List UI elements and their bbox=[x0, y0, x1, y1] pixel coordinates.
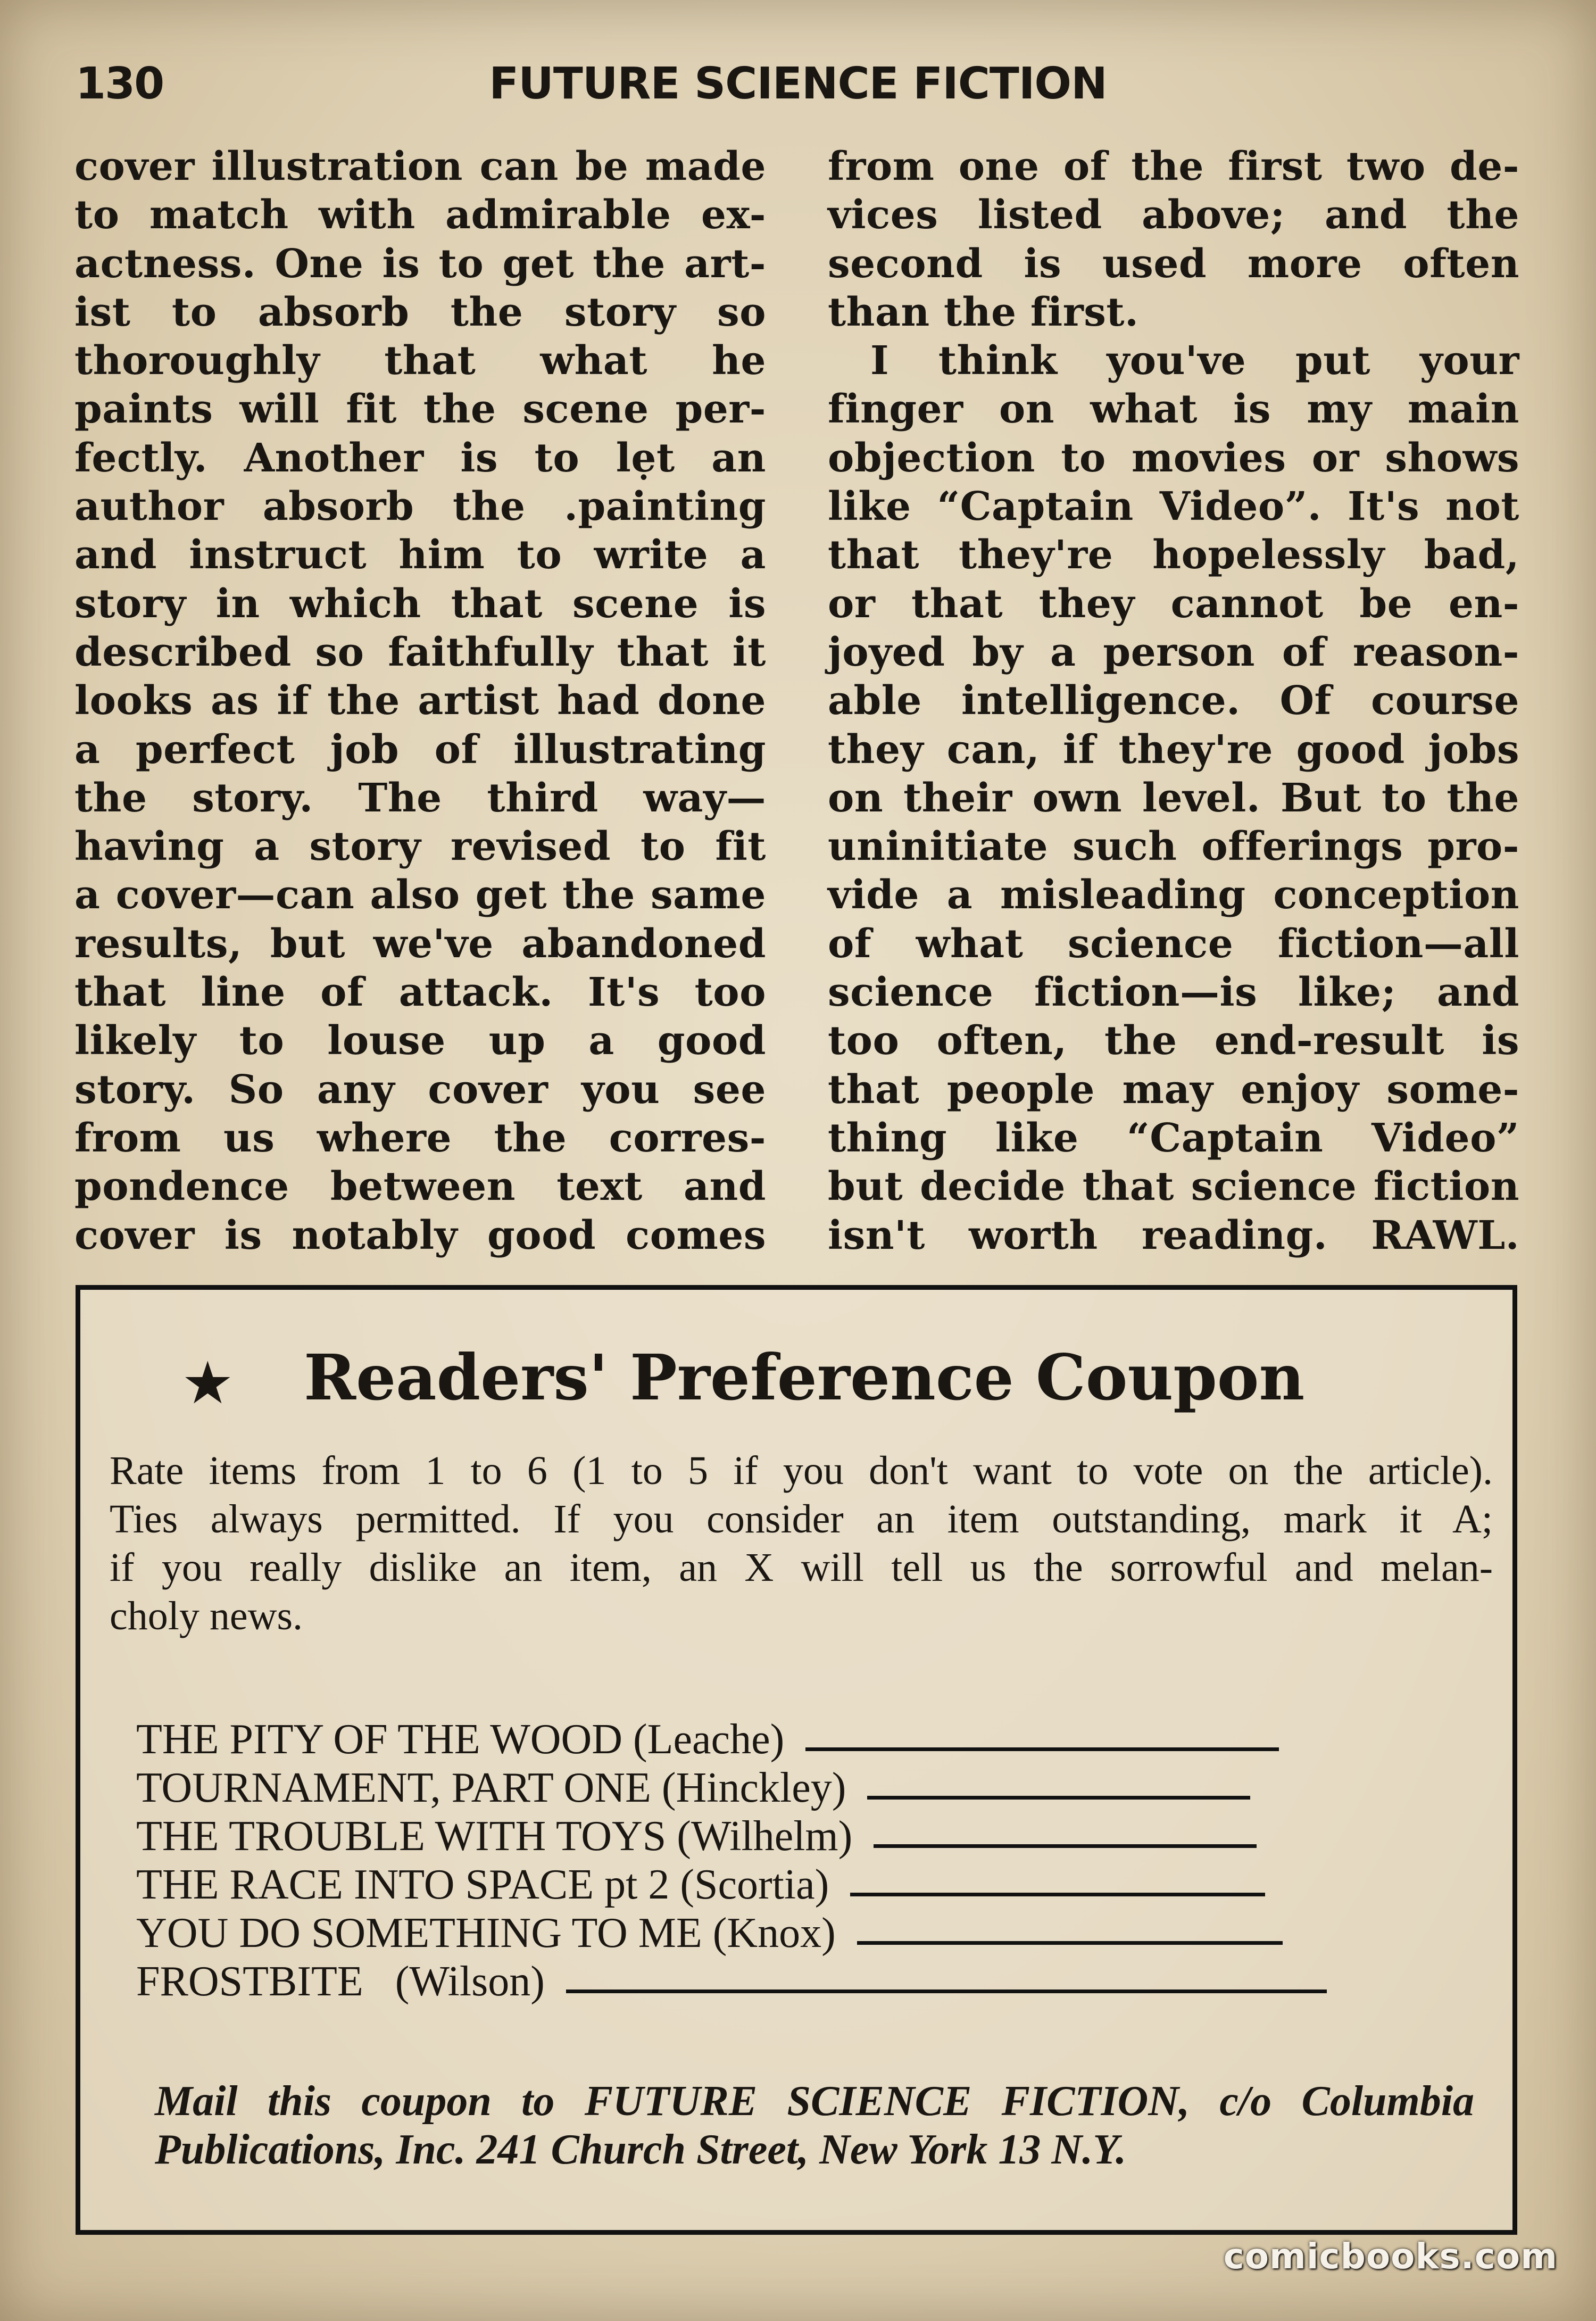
page-number: 130 bbox=[76, 59, 164, 109]
article-right-column bbox=[828, 143, 1519, 1260]
article-line: than the first. bbox=[828, 289, 1139, 335]
story-title: THE PITY OF THE WOOD bbox=[136, 1716, 623, 1763]
rating-blank[interactable] bbox=[566, 1990, 1327, 1993]
article-line: described so faithfully that it bbox=[74, 629, 766, 675]
article-line: cover is notably good comes bbox=[74, 1212, 766, 1258]
article-line: and instruct him to write a bbox=[74, 532, 766, 578]
story-author: (Knox) bbox=[712, 1910, 836, 1957]
article-line: fectly. Another is to lẹt an bbox=[74, 435, 766, 481]
rating-item bbox=[136, 1715, 1498, 1764]
rating-item bbox=[136, 1861, 1498, 1909]
story-author: (Scortia) bbox=[680, 1861, 829, 1908]
article-line: of what science fiction—all bbox=[828, 921, 1519, 967]
coupon-rating-list bbox=[136, 1715, 1498, 2006]
story-title: THE RACE INTO SPACE pt 2 bbox=[136, 1861, 670, 1908]
article-line: pondence between text and bbox=[74, 1164, 766, 1210]
article-line: joyed by a person of reason- bbox=[828, 629, 1519, 675]
story-title: THE TROUBLE WITH TOYS bbox=[136, 1813, 667, 1860]
article-line: or that they cannot be en- bbox=[828, 581, 1519, 627]
article-line: able intelligence. Of course bbox=[828, 678, 1519, 724]
instruction-line: if you really dislike an item, an X will tell us the sorrowful and melan- bbox=[110, 1545, 1493, 1590]
mail-line: Mail this coupon to FUTURE SCIENCE FICTION, c/o Columbia bbox=[155, 2078, 1474, 2125]
article-line: story in which that scene is bbox=[74, 581, 766, 627]
article-line: thoroughly that what he bbox=[74, 338, 766, 384]
article-line: vide a misleading conception bbox=[828, 872, 1519, 918]
article-line: they can, if they're good jobs bbox=[828, 726, 1519, 773]
story-title: TOURNAMENT, PART ONE bbox=[136, 1764, 651, 1811]
article-line: finger on what is my main bbox=[828, 386, 1519, 433]
rating-item bbox=[136, 1764, 1498, 1812]
rating-blank[interactable] bbox=[805, 1747, 1279, 1751]
article-line: science fiction—is like; and bbox=[828, 969, 1519, 1016]
article-line: from us where the corres- bbox=[74, 1115, 766, 1161]
article-line: to match with admirable ex- bbox=[74, 192, 766, 238]
article-line: that they're hopelessly bad, bbox=[828, 532, 1519, 578]
readers-preference-coupon bbox=[76, 1285, 1517, 2235]
article-line: results, but we've abandoned bbox=[74, 921, 766, 967]
story-title: FROSTBITE bbox=[136, 1958, 363, 2005]
story-author: (Hinckley) bbox=[661, 1764, 846, 1811]
mailing-instructions bbox=[155, 2077, 1474, 2174]
article-line: isn't worth reading. RAWL. bbox=[828, 1212, 1519, 1258]
coupon-instructions bbox=[110, 1447, 1493, 1640]
rating-item bbox=[136, 1812, 1498, 1861]
article-line: paints will fit the scene per- bbox=[74, 386, 766, 433]
instruction-line: Ties always permitted. If you consider an item outstanding, mark it A; bbox=[110, 1497, 1493, 1541]
instruction-line: Rate items from 1 to 6 (1 to 5 if you don't want to vote on the article). bbox=[110, 1448, 1493, 1493]
mail-line: Publications, Inc. 241 Church Street, New York 13 N.Y. bbox=[155, 2126, 1127, 2173]
article-line: from one of the first two de- bbox=[828, 144, 1519, 189]
story-title: YOU DO SOMETHING TO ME bbox=[136, 1910, 702, 1957]
rating-item bbox=[136, 1958, 1498, 2006]
article-line: a cover—can also get the same bbox=[74, 872, 766, 918]
article-line: but decide that science fiction bbox=[828, 1164, 1519, 1210]
article-line: objection to movies or shows bbox=[828, 435, 1519, 481]
article-line: like “Captain Video”. It's not bbox=[828, 484, 1519, 530]
rating-blank[interactable] bbox=[850, 1893, 1265, 1896]
article-line: second is used more often bbox=[828, 241, 1519, 287]
article-line: uninitiate such offerings pro- bbox=[828, 824, 1519, 870]
story-author: (Leache) bbox=[633, 1716, 785, 1763]
rating-blank[interactable] bbox=[867, 1796, 1250, 1800]
instruction-line: choly news. bbox=[110, 1594, 303, 1638]
article-line: thing like “Captain Video” bbox=[828, 1115, 1519, 1161]
article-line: the story. The third way— bbox=[74, 775, 766, 821]
article-line: I think you've put your bbox=[870, 338, 1519, 384]
story-author: (Wilson) bbox=[395, 1958, 545, 2005]
article-line: that line of attack. It's too bbox=[74, 969, 766, 1016]
rating-item bbox=[136, 1909, 1498, 1958]
article-line: cover illustration can be made bbox=[74, 144, 766, 189]
article-line: likely to louse up a good bbox=[74, 1018, 766, 1064]
article-line: story. So any cover you see bbox=[74, 1066, 766, 1113]
article-line: on their own level. But to the bbox=[828, 775, 1519, 821]
article-left-column bbox=[74, 143, 766, 1260]
site-watermark: comicbooks.com bbox=[1223, 2236, 1558, 2277]
star-icon: ★ bbox=[181, 1349, 234, 1417]
running-head: FUTURE SCIENCE FICTION bbox=[489, 59, 1107, 109]
article-line: looks as if the artist had done bbox=[74, 678, 766, 724]
article-line: ist to absorb the story so bbox=[74, 289, 766, 335]
rating-blank[interactable] bbox=[874, 1844, 1257, 1848]
article-line: vices listed above; and the bbox=[828, 192, 1519, 238]
article-line: actness. One is to get the art- bbox=[74, 241, 766, 287]
coupon-title: Readers' Preference Coupon bbox=[304, 1340, 1305, 1414]
article-line: having a story revised to fit bbox=[74, 824, 766, 870]
rating-blank[interactable] bbox=[857, 1941, 1283, 1945]
article-line: author absorb the .painting bbox=[74, 484, 766, 530]
article-line: a perfect job of illustrating bbox=[74, 726, 766, 773]
article-line: that people may enjoy some- bbox=[828, 1066, 1519, 1113]
article-line: too often, the end-result is bbox=[828, 1018, 1519, 1064]
story-author: (Wilhelm) bbox=[677, 1813, 853, 1860]
